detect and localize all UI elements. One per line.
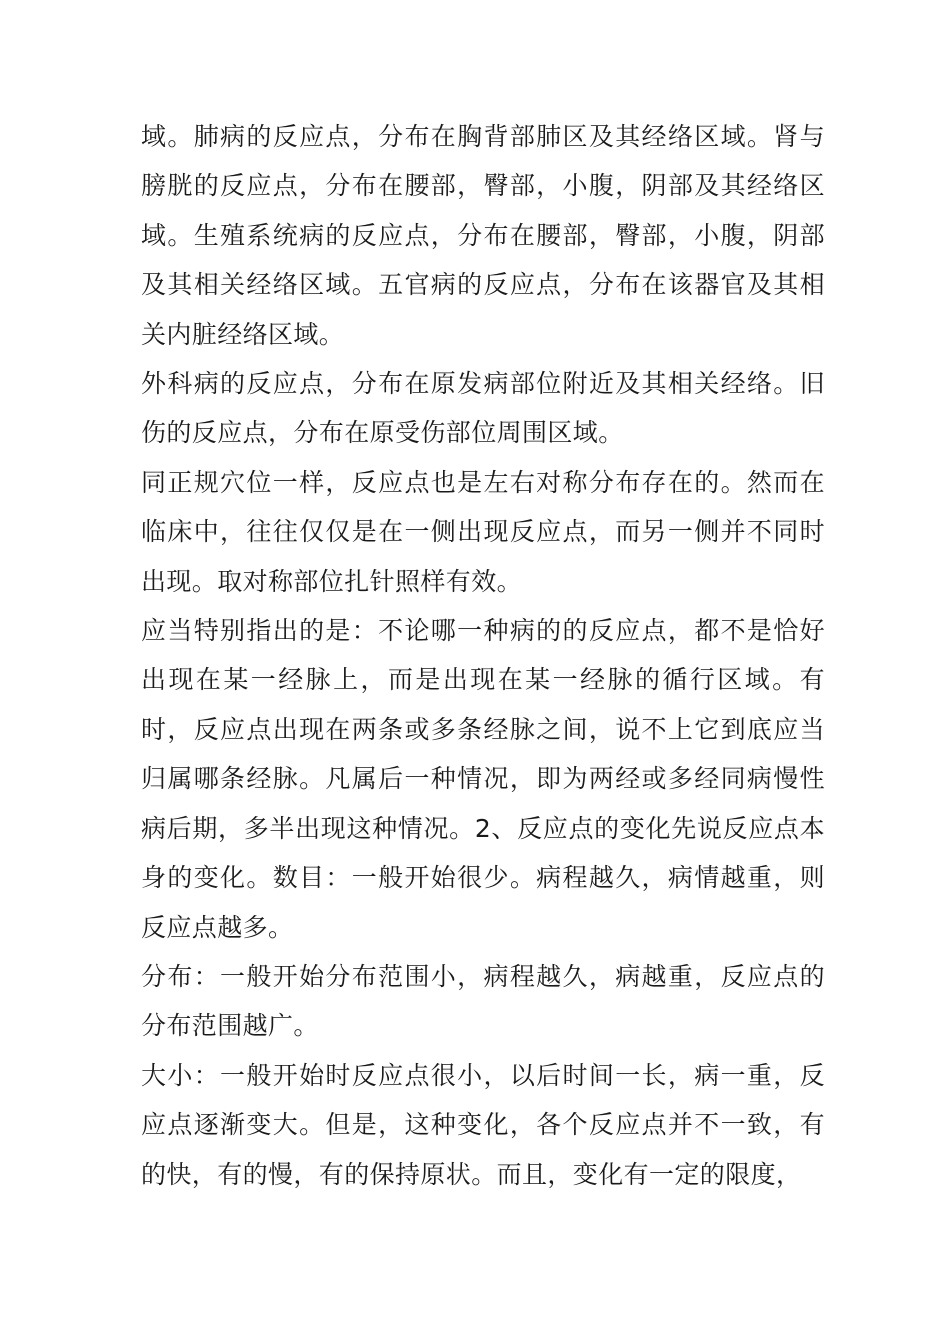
paragraph-6: 大小：一般开始时反应点很小，以后时间一长，病一重，反应点逐渐变大。但是，这种变化，各个反应点并不一致，有的快，有的慢，有的保持原状。而且，变化有一定的限度， [141,1060,825,1189]
paragraph-5: 分布：一般开始分布范围小，病程越久，病越重，反应点的分布范围越广。 [141,961,825,1041]
paragraph-3: 同正规穴位一样，反应点也是左右对称分布存在的。然而在临床中，往往仅仅是在一侧出现反应点，而另一侧并不同时出现。取对称部位扎针照样有效。 [141,467,825,596]
body-text [141,112,825,1199]
paragraph-2: 外科病的反应点，分布在原发病部位附近及其相关经络。旧伤的反应点，分布在原受伤部位周围区域。 [141,369,825,448]
paragraph-1: 域。肺病的反应点，分布在胸背部肺区及其经络区域。肾与膀胱的反应点，分布在腰部，臀部，小腹，阴部及其经络区域。生殖系统病的反应点，分布在腰部，臀部，小腹，阴部及其相关经络区域。五官病的反应点，分布在该器官及其相关内脏经络区域。 [141,122,825,349]
paragraph-4: 应当特别指出的是：不论哪一种病的的反应点，都不是恰好出现在某一经脉上，而是出现在某一经脉的循行区域。有时，反应点出现在两条或多条经脉之间，说不上它到底应当归属哪条经脉。凡属后一种情况，即为两经或多经同病慢性病后期，多半出现这种情况。2、反应点的变化先说反应点本身的变化。数目：一般开始很少。病程越久，病情越重，则反应点越多。 [141,616,825,942]
